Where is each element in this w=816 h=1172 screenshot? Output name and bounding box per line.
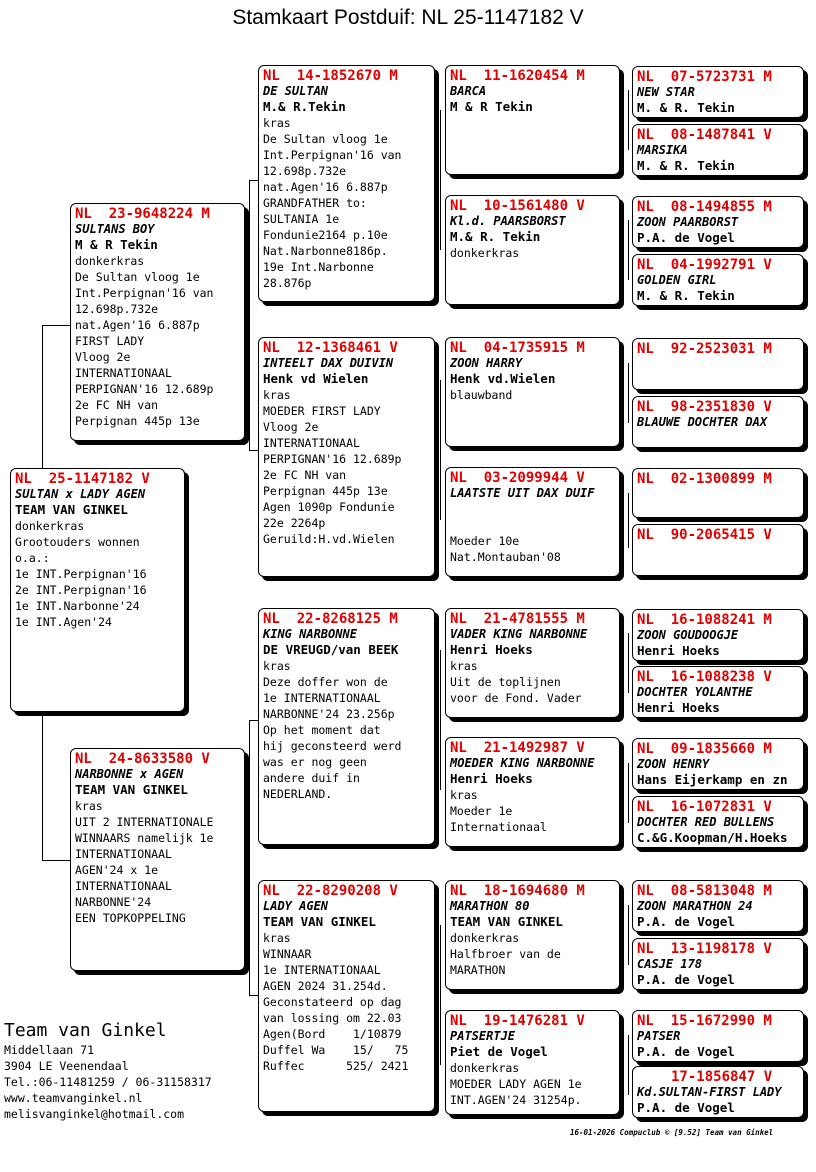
ring-number: NL 16-1088238 V [637,669,772,685]
info: WINNAAR 1e INTERNATIONAAL AGEN 2024 31.254d. Geconstateerd op dag van lossing om 22.03 Agen(Bord 1/10879 Duffel Wa 15/ 75 Ruffec 525/ 2421 [263,947,409,1073]
owner: Henk vd Wielen [263,371,369,386]
owner: M. & R. Tekin [637,288,735,303]
breeder-contact [4,1020,212,1122]
pigeon-name: ZOON MARATHON 24 [637,899,753,913]
ring-number: NL 11-1620454 M [450,68,585,84]
color: kras [263,116,291,130]
connector-line [249,720,258,721]
owner: DE VREUGD/van BEEK [263,642,399,657]
connector-line [42,860,70,861]
pigeon-card-mother [70,748,245,971]
connector-line [440,650,441,790]
pigeon-card-g5 [632,338,804,390]
ring-number: NL 15-1672990 M [637,1013,772,1029]
owner: Hans Eijerkamp en zn [637,772,788,787]
connector-line [249,180,250,450]
address-line: Middellaan 71 [4,1043,95,1057]
pigeon-card-ff [258,65,435,302]
pigeon-name: INTEELT DAX DUIVIN [263,356,394,370]
info: Grootouders wonnen o.a.: 1e INT.Perpignan'16 2e INT.Perpignan'16 1e INT.Narbonne'24 1e INT.Agen'24 [15,535,147,629]
ring-number: NL 22-8290208 V [263,883,398,899]
connector-line [628,90,629,150]
pigeon-card-g6 [632,396,804,448]
owner: Henri Hoeks [637,643,720,658]
info: MOEDER FIRST LADY Vloog 2e INTERNATIONAAL PERPIGNAN'16 12.689p 2e FC NH van Perpignan 445p 13e Agen 1090p Fondunie 22e 2264p Geruild:H.vd.Wielen [263,404,402,546]
ring-number: NL 04-1735915 M [450,340,585,356]
info: Moeder 10e Nat.Montauban'08 [450,534,561,564]
pigeon-name: Kl.d. PAARSBORST [450,214,566,228]
owner: TEAM VAN GINKEL [450,914,563,929]
owner: M & R Tekin [75,237,158,252]
pigeon-name: ZOON GOUDOOGJE [637,628,739,642]
pigeon-name: Kd.SULTAN-FIRST LADY [637,1085,782,1099]
connector-line [440,110,441,250]
ring-number: NL 14-1852670 M [263,68,398,84]
pigeon-name: BLAUWE DOCHTER DAX [637,415,768,429]
pigeon-name: SULTAN x LADY AGEN [15,487,146,501]
pigeon-name: PATSER [637,1029,681,1043]
website-link[interactable]: www.teamvanginkel.nl [4,1091,143,1105]
owner: Henk vd.Wielen [450,371,556,386]
ring-number: NL 09-1835660 M [637,741,772,757]
pigeon-name: DOCHTER RED BULLENS [637,815,775,829]
pigeon-card-g15 [632,1010,804,1062]
pigeon-name: ZOON PAARBORST [637,215,739,229]
pigeon-card-g12 [632,796,804,848]
owner: M.& R. Tekin [450,229,541,244]
pigeon-card-g7 [632,468,804,518]
breeder-name: Team van Ginkel [4,1020,167,1041]
info: Halfbroer van de MARATHON [450,947,561,977]
owner: TEAM VAN GINKEL [263,914,376,929]
connector-line [628,905,629,965]
connector-line [628,1035,629,1095]
connector-line [42,325,43,468]
color: donkerkras [450,246,520,260]
pigeon-card-g14 [632,938,804,990]
info: Deze doffer won de 1e INTERNATIONAAL NARBONNE'24 23.256p Op het moment dat hij geconsteerd werd was er nog geen andere duif in NEDERLAND. [263,675,402,801]
owner: Henri Hoeks [637,700,720,715]
pigeon-name: ZOON HARRY [450,356,523,370]
ring-number: NL 24-8633580 V [75,751,210,767]
pigeon-card-father [70,203,245,441]
connector-line [249,450,258,451]
info: UIT 2 INTERNATIONALE WINNAARS namelijk 1e INTERNATIONAAL AGEN'24 x 1e INTERNATIONAAL NARBONNE'24 EEN TOPKOPPELING [75,815,214,925]
print-stamp: 16-01-2026 Compuclub © [9.52] Team van Ginkel [570,1128,774,1137]
owner: C.&G.Koopman/H.Hoeks [637,830,788,845]
pigeon-name: BARCA [450,84,487,98]
color: kras [450,659,478,673]
pigeon-card-g8 [632,524,804,576]
pigeon-card-g1 [632,66,804,118]
connector-line [628,220,629,280]
pigeon-card-mfm [445,737,620,847]
pigeon-card-fff [445,65,620,175]
ring-number: NL 08-1487841 V [637,127,772,143]
ring-number: NL 10-1561480 V [450,198,585,214]
pigeon-name: DOCHTER YOLANTHE [637,685,753,699]
pigeon-name: PATSERTJE [450,1029,516,1043]
info: De Sultan vloog 1e Int.Perpignan'16 van 12.698p.732e nat.Agen'16 6.887p GRANDFATHER to: SULTANIA 1e Fondunie2164 p.10e Nat.Narbonne8186p. 19e Int.Narbonne 28.876p [263,132,402,290]
owner: M. & R. Tekin [637,100,735,115]
ring-number: NL 07-5723731 M [637,69,772,85]
ring-number: NL 03-2099944 V [450,470,585,486]
pigeon-card-mf [258,608,435,845]
ring-number: NL 16-1072831 V [637,799,772,815]
info: Uit de toplijnen voor de Fond. Vader [450,675,582,705]
connector-line [628,363,629,423]
owner: P.A. de Vogel [637,972,735,987]
pigeon-name: CASJE 178 [637,957,703,971]
color: donkerkras [15,519,85,533]
ring-number: NL 92-2523031 M [637,341,772,357]
connector-line [628,763,629,823]
color: kras [263,931,291,945]
pigeon-name: LADY AGEN [263,899,329,913]
pigeon-card-g16 [632,1066,804,1118]
pigeon-card-fm [258,337,435,577]
pigeon-card-g2 [632,124,804,176]
ring-number: NL 98-2351830 V [637,399,772,415]
pigeon-card-fmf [445,337,620,447]
pigeon-card-g3 [632,196,804,248]
owner: P.A. de Vogel [637,1100,735,1115]
pigeon-card-subject [10,468,185,712]
pigeon-card-ffm [445,195,620,305]
ring-number: NL 04-1992791 V [637,257,772,273]
pigeon-card-g10 [632,666,804,718]
ring-number: NL 18-1694680 M [450,883,585,899]
ring-number: NL 16-1088241 M [637,612,772,628]
owner: Henri Hoeks [450,771,533,786]
ring-number: 17-1856847 V [671,1069,773,1085]
pigeon-name: NEW STAR [637,85,695,99]
color: donkerkras [450,1061,520,1075]
pigeon-card-mmm [445,1010,620,1115]
pigeon-name: SULTANS BOY [75,222,155,236]
owner: P.A. de Vogel [637,1044,735,1059]
owner: TEAM VAN GINKEL [15,502,128,517]
connector-line [249,720,250,995]
color: kras [263,659,291,673]
pigeon-name: KING NARBONNE [263,627,357,641]
color: donkerkras [450,931,520,945]
email-link[interactable]: melisvanginkel@hotmail.com [4,1107,185,1121]
pigeon-name: LAATSTE UIT DAX DUIF [450,486,595,500]
pigeon-name: NARBONNE x AGEN [75,767,184,781]
ring-number: NL 22-8268125 M [263,611,398,627]
info: De Sultan vloog 1e Int.Perpignan'16 van 12.698p.732e nat.Agen'16 6.887p FIRST LADY Vloog 2e INTERNATIONAAL PERPIGNAN'16 12.689p 2e FC NH van Perpignan 445p 13e [75,270,214,428]
pigeon-card-g11 [632,738,804,790]
pigeon-name: VADER KING NARBONNE [450,627,588,641]
connector-line [42,325,70,326]
page-title: Stamkaart Postduif: NL 25-1147182 V [232,6,584,29]
ring-number: NL 21-4781555 M [450,611,585,627]
color: kras [450,788,478,802]
owner: TEAM VAN GINKEL [75,782,188,797]
pigeon-card-fmm [445,467,620,577]
pigeon-name: GOLDEN GIRL [637,273,717,287]
owner: M. & R. Tekin [637,158,735,173]
pigeon-card-mmf [445,880,620,990]
pigeon-name: DE SULTAN [263,84,329,98]
pigeon-card-mff [445,608,620,718]
ring-number: NL 12-1368461 V [263,340,398,356]
connector-line [249,180,258,181]
ring-number: NL 13-1198178 V [637,941,772,957]
pigeon-card-g4 [632,254,804,306]
ring-number: NL 02-1300899 M [637,471,772,487]
connector-line [440,380,441,520]
color: blauwband [450,388,513,402]
ring-number: NL 23-9648224 M [75,206,210,222]
pigeon-card-g9 [632,609,804,661]
info: MOEDER LADY AGEN 1e INT.AGEN'24 31254p. [450,1077,582,1107]
color: kras [75,799,103,813]
owner: Henri Hoeks [450,642,533,657]
connector-line [628,633,629,693]
owner: P.A. de Vogel [637,230,735,245]
ring-number: NL 21-1492987 V [450,740,585,756]
pigeon-card-g13 [632,880,804,932]
postal-line: 3904 LE Veenendaal [4,1059,129,1073]
connector-line [440,925,441,1065]
pigeon-name: ZOON HENRY [637,757,710,771]
pigeon-card-mm [258,880,435,1112]
pigeon-name: MOEDER KING NARBONNE [450,756,595,770]
ring-number: NL 90-2065415 V [637,527,772,543]
ring-number: NL 08-5813048 M [637,883,772,899]
pigeon-name: MARSIKA [637,143,688,157]
pigeon-name: MARATHON 80 [450,899,530,913]
ring-number: NL 25-1147182 V [15,471,150,487]
phone-line: Tel.:06-11481259 / 06-31158317 [4,1075,212,1089]
ring-number: NL 19-1476281 V [450,1013,585,1029]
owner: Piet de Vogel [450,1044,548,1059]
connector-line [249,995,258,996]
connector-line [628,493,629,548]
info: Moeder 1e Internationaal [450,804,547,834]
connector-line [42,712,43,860]
color: kras [263,388,291,402]
owner: P.A. de Vogel [637,914,735,929]
ring-number: NL 08-1494855 M [637,199,772,215]
owner: M.& R.Tekin [263,99,346,114]
color: donkerkras [75,254,145,268]
owner: M & R Tekin [450,99,533,114]
